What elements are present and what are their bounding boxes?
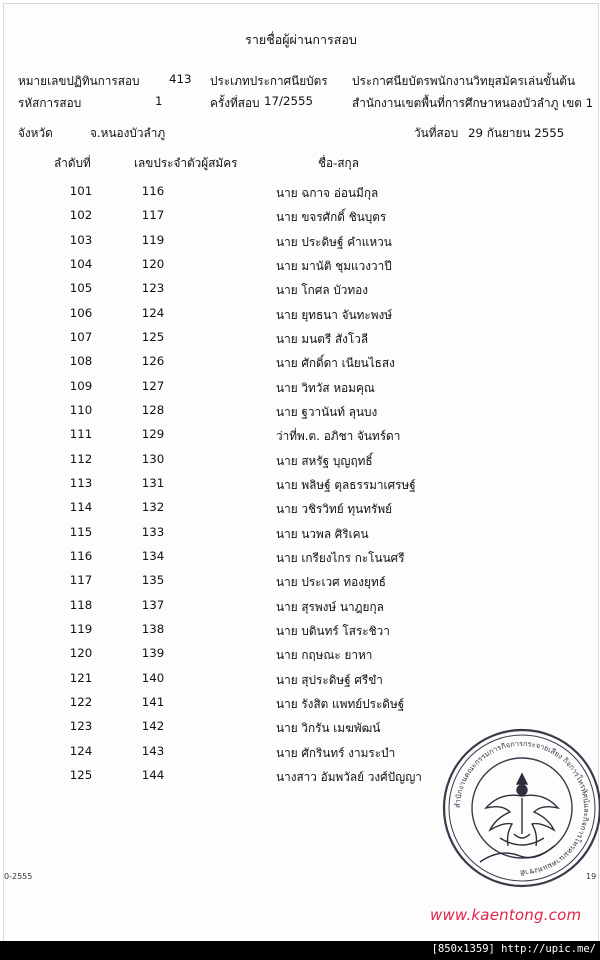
row-seq: 117 [69, 573, 93, 588]
row-applicant-id: 133 [141, 524, 165, 539]
row-name: นาย โกศล บัวทอง [276, 283, 369, 298]
row-name: นาย สหรัฐ บุญฤทธิ์ [276, 453, 373, 468]
row-seq: 122 [69, 694, 93, 709]
row-applicant-id: 126 [141, 354, 165, 369]
row-seq: 104 [69, 256, 93, 271]
table-row [4, 671, 598, 695]
table-row [4, 695, 598, 719]
table-row [4, 281, 598, 305]
row-applicant-id: 141 [141, 694, 165, 709]
margin-left-code: 0-2555 [4, 872, 33, 881]
date-label: วันที่สอบ [414, 126, 459, 140]
date-value: 29 กันยายน 2555 [468, 126, 565, 140]
row-name: นาย ประเวศ ทองยุทธ์ [276, 575, 386, 590]
row-seq: 121 [69, 670, 93, 685]
row-seq: 123 [69, 719, 93, 734]
table-row [4, 525, 598, 549]
row-applicant-id: 144 [141, 767, 165, 782]
table-row [4, 403, 598, 427]
table-row [4, 257, 598, 281]
exam-no-value: 413 [169, 72, 192, 86]
row-applicant-id: 119 [141, 232, 165, 247]
table-row [4, 549, 598, 573]
row-seq: 113 [69, 475, 93, 490]
margin-right-code: 19 [586, 872, 597, 881]
table-row [4, 184, 598, 208]
row-applicant-id: 142 [141, 719, 165, 734]
document-page [3, 3, 599, 942]
footer-text: [850x1359] http://upic.me/ [431, 943, 596, 955]
table-row [4, 500, 598, 524]
row-applicant-id: 138 [141, 621, 165, 636]
table-row [4, 622, 598, 646]
row-seq: 115 [69, 524, 93, 539]
row-seq: 112 [69, 451, 93, 466]
row-name: นาย ฉกาจ อ่อนมีกุล [276, 186, 379, 200]
row-name: นาย กฤษณะ ยาหา [276, 648, 373, 663]
image-host-footer [0, 941, 600, 960]
table-row [4, 573, 598, 597]
row-applicant-id: 143 [141, 743, 165, 758]
row-applicant-id: 116 [141, 184, 165, 198]
stamp-text: สำนักงานคณะกรรมการกิจการกระจายเสียง กิจการโทรทัศน์และกิจการโทรคมนาคมแห่งชาติ [452, 738, 592, 878]
row-name: นาย มานัติ ชุมแวงวาปี [276, 258, 392, 273]
exam-code-value: 1 [155, 94, 163, 108]
row-seq: 120 [69, 646, 93, 661]
row-name: นาย สุรพงษ์ นาฎยกุล [276, 599, 384, 614]
table-row [4, 452, 598, 476]
row-name: นาย เกรียงไกร กะโนนศรี [276, 550, 405, 565]
table-row [4, 598, 598, 622]
row-applicant-id: 128 [141, 402, 165, 417]
row-name: นาย ประดิษฐ์ คำแหวน [276, 234, 392, 249]
round-label: ครั้งที่สอบ [210, 96, 260, 110]
row-seq: 111 [69, 427, 93, 442]
row-seq: 119 [69, 621, 93, 636]
row-seq: 101 [69, 184, 93, 198]
table-row [4, 208, 598, 232]
row-seq: 106 [69, 305, 93, 320]
row-applicant-id: 134 [141, 548, 165, 563]
table-row [4, 354, 598, 378]
document-title: รายชื่อผู้ผ่านการสอบ [245, 32, 357, 47]
row-applicant-id: 140 [141, 670, 165, 685]
website-watermark: www.kaentong.com [430, 906, 582, 924]
row-seq: 102 [69, 208, 93, 223]
type-value-line2: สำนักงานเขตพื้นที่การศึกษาหนองบัวลำภู เขต 1 [352, 96, 594, 110]
row-name: นาย มนตรี สังโวลี [276, 331, 369, 346]
row-name: นาย วิกรัน เมฆพัฒน์ [276, 721, 381, 736]
row-name: นาย ฐวานันท์ ลุนบง [276, 404, 378, 419]
row-applicant-id: 135 [141, 573, 165, 588]
table-row [4, 330, 598, 354]
row-applicant-id: 130 [141, 451, 165, 466]
column-header-name: ชื่อ-สกุล [318, 156, 359, 170]
exam-no-label: หมายเลขปฏิทินการสอบ [18, 74, 140, 88]
row-seq: 108 [69, 354, 93, 369]
row-name: นาย ขจรศักดิ์ ชินบุตร [276, 210, 387, 225]
row-name: นาย ศักดิ์ดา เนียนไธสง [276, 356, 395, 371]
row-applicant-id: 127 [141, 378, 165, 393]
table-row [4, 427, 598, 451]
row-seq: 125 [69, 767, 93, 782]
row-seq: 103 [69, 232, 93, 247]
column-header-id: เลขประจำตัวผู้สมัคร [134, 156, 238, 170]
table-row [4, 233, 598, 257]
row-seq: 116 [69, 548, 93, 563]
row-applicant-id: 129 [141, 427, 165, 442]
row-name: นาย วชิรวิทย์ ทุนทรัพย์ [276, 502, 393, 517]
row-name: นาย พลิษฐ์ ตุลธรรมาเศรษฐ์ [276, 477, 416, 492]
column-header-seq: ลำดับที่ [54, 156, 91, 170]
row-applicant-id: 117 [141, 208, 165, 223]
row-name: ว่าที่พ.ต. อภิชา จันทร์ดา [276, 429, 401, 444]
row-name: นาย นวพล ศิริเคน [276, 526, 369, 541]
row-seq: 105 [69, 281, 93, 296]
row-applicant-id: 137 [141, 597, 165, 612]
row-seq: 124 [69, 743, 93, 758]
row-seq: 109 [69, 378, 93, 393]
garuda-seal-icon [440, 726, 600, 890]
row-name: นาย สุประดิษฐ์ ศรีขำ [276, 672, 383, 687]
row-applicant-id: 120 [141, 256, 165, 271]
province-label: จังหวัด [18, 126, 53, 140]
row-seq: 110 [69, 402, 93, 417]
table-row [4, 306, 598, 330]
row-applicant-id: 123 [141, 281, 165, 296]
row-applicant-id: 132 [141, 500, 165, 515]
table-row [4, 379, 598, 403]
row-seq: 118 [69, 597, 93, 612]
round-value: 17/2555 [264, 94, 314, 108]
type-value-line1: ประกาศนียบัตรพนักงานวิทยุสมัครเล่นขั้นต้น [352, 74, 576, 88]
table-row [4, 476, 598, 500]
row-name: นางสาว อัมพวัลย์ วงศ์ปัญญา [276, 769, 422, 784]
row-applicant-id: 139 [141, 646, 165, 661]
type-label: ประเภทประกาศนียบัตร [210, 74, 328, 88]
row-name: นาย ยุทธนา จันทะพงษ์ [276, 307, 393, 322]
row-name: นาย ศักรินทร์ งามระบำ [276, 745, 396, 760]
row-applicant-id: 125 [141, 329, 165, 344]
row-applicant-id: 124 [141, 305, 165, 320]
exam-code-label: รหัสการสอบ [18, 96, 82, 110]
row-seq: 114 [69, 500, 93, 515]
table-row [4, 646, 598, 670]
row-name: นาย บดินทร์ โสระชิวา [276, 623, 390, 638]
row-name: นาย วิทวัส หอมคุณ [276, 380, 375, 395]
province-value: จ.หนองบัวลำภู [90, 126, 166, 140]
row-name: นาย รังสิต แพทย์ประดิษฐ์ [276, 696, 405, 711]
row-applicant-id: 131 [141, 475, 165, 490]
row-seq: 107 [69, 329, 93, 344]
